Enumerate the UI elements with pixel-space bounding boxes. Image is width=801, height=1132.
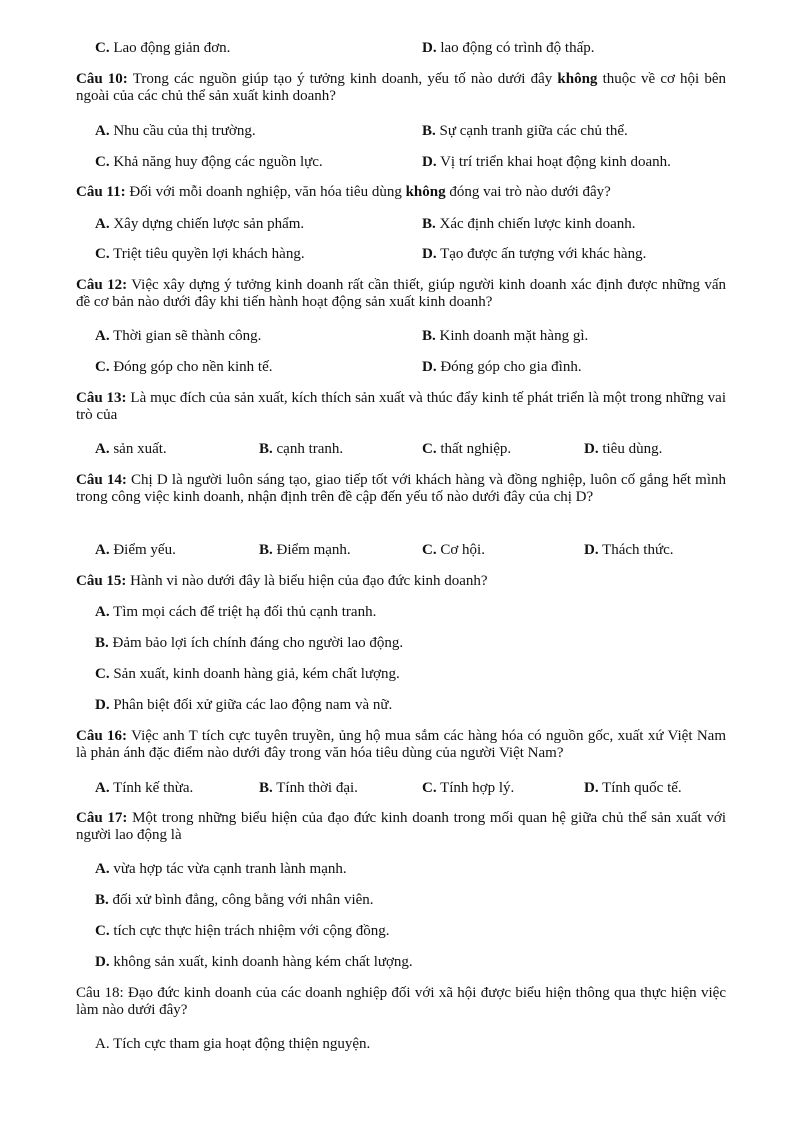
option-c[interactable] [95,359,272,376]
option-text: Thách thức. [602,542,674,558]
question-number: Câu 14: [76,472,127,488]
option-a[interactable] [95,328,261,345]
option-text: Lao động giản đơn. [113,40,231,56]
option-label: A. [95,604,110,620]
option-text: Vị trí triển khai hoạt động kinh doanh. [440,154,671,170]
option-text: Cơ hội. [440,542,485,558]
option-text: Đóng góp cho gia đình. [440,359,582,375]
question-13 [76,390,726,424]
option-label: C. [95,154,110,170]
option-text: Phân biệt đối xử giữa các lao động nam và nữ. [113,697,393,713]
option-b[interactable] [259,780,358,797]
option-label: D. [422,359,437,375]
option-text: sản xuất. [113,441,167,457]
question-text: đóng vai trò nào dưới đây? [449,184,611,200]
question-text: Việc anh T tích cực tuyên truyền, ủng hộ mua sắm các hàng hóa có nguồn gốc, xuất xứ Việt Nam là phản ánh đặc điểm nào dưới đây trong văn hóa tiêu dùng của người Việt Nam? [76,728,727,761]
option-label: A. [95,123,110,139]
option-text: Kinh doanh mặt hàng gì. [439,328,589,344]
option-d[interactable] [422,154,671,171]
option-text: thất nghiệp. [440,441,512,457]
option-text: Điểm mạnh. [276,542,351,558]
question-number: Câu 10: [76,71,128,87]
option-label: A. [95,861,110,877]
option-label: D. [584,542,599,558]
question-text: Một trong những biểu hiện của đạo đức kinh doanh trong mối quan hệ giữa chủ thể sản xuất với người lao động là [76,810,727,843]
option-a[interactable] [95,542,176,559]
option-d[interactable] [95,697,392,714]
option-c[interactable] [95,40,230,57]
question-number: Câu 15: [76,573,127,589]
question-14 [76,472,726,506]
option-b[interactable] [259,542,351,559]
option-c[interactable] [422,780,514,797]
option-label: C. [95,359,110,375]
option-c[interactable] [95,923,390,940]
question-text: Hành vi nào dưới đây là biểu hiện của đạo đức kinh doanh? [130,573,488,589]
option-label: C. [95,40,110,56]
option-text: Tạo được ấn tượng với khác hàng. [440,246,647,262]
option-b[interactable] [422,216,636,233]
question-11 [76,184,726,201]
question-text: Chị D là người luôn sáng tạo, giao tiếp tốt với khách hàng và đồng nghiệp, luôn cố gắng hết mình trong công việc kinh doanh, nhận định trên đề cập đến yếu tố nào dưới đây của chị D? [76,472,727,505]
option-b[interactable] [259,441,343,458]
option-text: Tính thời đại. [276,780,358,796]
option-label: C. [422,780,437,796]
option-c[interactable] [95,154,323,171]
question-text: Trong các nguồn giúp tạo ý tưởng kinh doanh, yếu tố nào dưới đây [132,71,553,87]
option-text: Xác định chiến lược kinh doanh. [439,216,636,232]
option-b[interactable] [422,123,628,140]
option-text: Đảm bảo lợi ích chính đáng cho người lao động. [112,635,404,651]
option-label: D. [95,697,110,713]
option-text: Tính hợp lý. [440,780,515,796]
option-a[interactable] [95,441,167,458]
option-label: B. [422,328,436,344]
question-number: Câu 11: [76,184,126,200]
option-text: không sản xuất, kinh doanh hàng kém chất lượng. [113,954,413,970]
option-d[interactable] [584,441,662,458]
option-text: Tính kế thừa. [113,780,194,796]
question-number: Câu 12: [76,277,128,293]
question-18 [76,985,726,1019]
option-d[interactable] [422,246,646,263]
option-a[interactable] [95,780,193,797]
option-label: D. [422,40,437,56]
question-number: Câu 18: [76,985,124,1001]
option-text: Tìm mọi cách để triệt hạ đối thủ cạnh tranh. [113,604,377,620]
question-12 [76,277,726,311]
option-a[interactable] [95,216,304,233]
option-text: cạnh tranh. [276,441,344,457]
option-d[interactable] [422,40,594,57]
option-text: lao động có trình độ thấp. [440,40,595,56]
question-number: Câu 16: [76,728,128,744]
option-label: D. [422,154,437,170]
option-text: Triệt tiêu quyền lợi khách hàng. [113,246,305,262]
option-a[interactable] [95,123,256,140]
option-label: A. [95,542,110,558]
option-text: Khả năng huy động các nguồn lực. [113,154,323,170]
option-c[interactable] [95,666,400,683]
option-label: B. [422,216,436,232]
question-text: Là mục đích của sản xuất, kích thích sản xuất và thúc đẩy kinh tế phát triển là một trong những vai trò của [76,390,727,423]
option-label: D. [584,441,599,457]
option-d[interactable] [584,780,682,797]
option-a[interactable] [95,604,376,621]
question-emphasis: không [557,71,598,87]
question-10 [76,71,726,105]
option-text: tích cực thực hiện trách nhiệm với cộng đồng. [113,923,390,939]
option-text: Thời gian sẽ thành công. [113,328,262,344]
option-label: A. [95,441,110,457]
option-label: C. [422,542,437,558]
question-number: Câu 17: [76,810,128,826]
option-text: Tích cực tham gia hoạt động thiện nguyện. [113,1036,371,1052]
option-b[interactable] [422,328,588,345]
option-label: B. [95,635,109,651]
option-label: A. [95,780,110,796]
option-label: D. [422,246,437,262]
option-text: Sản xuất, kinh doanh hàng giả, kém chất lượng. [113,666,400,682]
option-label: A. [95,1036,110,1052]
option-text: Nhu cầu của thị trường. [113,123,256,139]
option-c[interactable] [422,441,511,458]
option-label: A. [95,328,110,344]
option-label: A. [95,216,110,232]
option-label: B. [259,441,273,457]
option-label: B. [95,892,109,908]
option-label: C. [95,923,110,939]
option-label: D. [584,780,599,796]
option-c[interactable] [95,246,305,263]
option-text: Đóng góp cho nền kinh tế. [113,359,273,375]
option-label: B. [259,780,273,796]
option-text: tiêu dùng. [602,441,663,457]
option-label: C. [95,666,110,682]
option-label: D. [95,954,110,970]
option-c[interactable] [422,542,485,559]
option-text: Tính quốc tế. [602,780,682,796]
option-b[interactable] [95,635,403,652]
question-16 [76,728,726,762]
option-a[interactable] [95,1036,370,1053]
question-15 [76,573,726,590]
question-text: Đạo đức kinh doanh của các doanh nghiệp đối với xã hội được biểu hiện thông qua thực hiện việc làm nào dưới đây? [76,985,726,1018]
option-text: đối xử bình đẳng, công bằng với nhân viên. [112,892,374,908]
option-text: Sự cạnh tranh giữa các chủ thể. [439,123,628,139]
option-text: vừa hợp tác vừa cạnh tranh lành mạnh. [113,861,347,877]
option-label: B. [422,123,436,139]
question-text: Việc xây dựng ý tưởng kinh doanh rất cần thiết, giúp người kinh doanh xác định được những vấn đề cơ bản nào dưới đây khi tiến hành hoạt động sản xuất kinh doanh? [76,277,727,310]
option-b[interactable] [95,892,374,909]
question-text: thuộc về cơ hội bên ngoài của các chủ thể sản xuất kinh doanh? [76,71,727,104]
option-d[interactable] [95,954,413,971]
option-text: Xây dựng chiến lược sản phẩm. [113,216,305,232]
option-label: C. [95,246,110,262]
question-text: Đối với mỗi doanh nghiệp, văn hóa tiêu dùng [129,184,402,200]
question-17 [76,810,726,844]
option-d[interactable] [584,542,674,559]
option-label: B. [259,542,273,558]
option-d[interactable] [422,359,582,376]
question-number: Câu 13: [76,390,127,406]
option-label: C. [422,441,437,457]
option-text: Điểm yếu. [113,542,176,558]
question-emphasis: không [405,184,446,200]
option-a[interactable] [95,861,347,878]
